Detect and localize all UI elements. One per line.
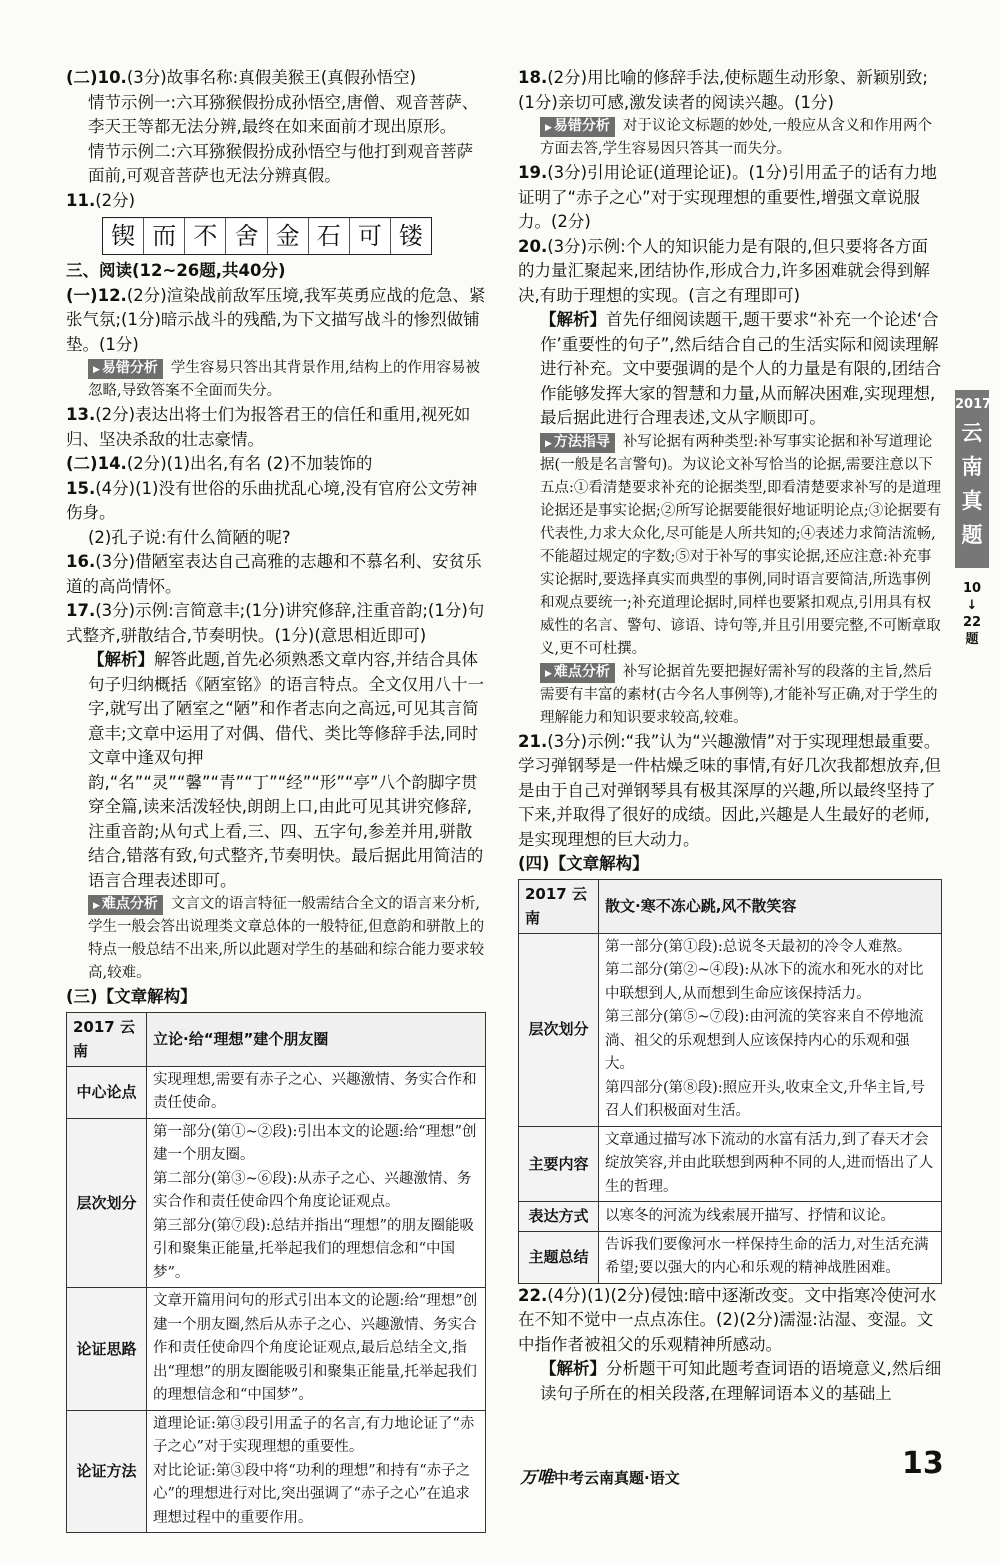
table-row [519, 1231, 942, 1283]
table4-row-label: 表达方式 [519, 1202, 599, 1232]
q14-number: (二)14. [66, 454, 127, 473]
table-row [519, 1126, 942, 1202]
q18-number: 18. [518, 68, 548, 87]
q20-number: 20. [518, 236, 548, 256]
error-analysis-tag: ▶ 易错分析 [88, 359, 163, 379]
table-row [67, 1410, 486, 1533]
q10-example-2: 情节示例二:六耳猕猴假扮成孙悟空与他打到观音菩萨面前,可观音菩萨也无法分辨真假。 [88, 141, 474, 185]
difficulty-analysis-tag: ▶ 难点分析 [88, 895, 163, 915]
q11-char: 而 [144, 218, 185, 254]
table4-row-content: 以寒冬的河流为线索展开描写、抒情和议论。 [599, 1202, 942, 1232]
q18-note-text: 对于议论文标题的妙处,一般应从含义和作用两个方面去答,学生容易因只答其一而失分。 [540, 118, 933, 157]
table4-row-label: 主要内容 [519, 1126, 599, 1202]
table4-title: 散文·寒不冻心跳,风不散笑容 [599, 879, 942, 933]
range-unit: 题 [965, 632, 979, 647]
q17-analysis-text: 解答此题,首先必须熟悉文章内容,并结合具体句子归纳概括《陋室铭》的语言特点。全文仅用八十一字,就写出了陋室之“陋”和作者志向之高远,可见其言简意丰;文章中运用了对偶、借代、类比等修辞手法,同时文章中逢双句押韵,“名”“灵”“馨”“青”“丁”“经”“形”“亭”八个韵脚字贯穿全篇,读来活泼轻快,朗朗上口,由此可见其讲究修辞,注重音韵;从句式上看,三、四、五字句,参差并用,骈散结合,错落有致,句式整齐,节奏明快。最后据此用简洁的语言合理表述即可。 [88, 650, 484, 890]
q22-analysis [518, 1357, 942, 1406]
table4-row-label: 层次划分 [519, 933, 599, 1126]
q19-number: 19. [518, 163, 548, 182]
table-row [519, 933, 942, 1126]
q21-number: 21. [518, 731, 548, 751]
q11-char: 可 [350, 218, 391, 254]
q20-difficulty-note [518, 661, 942, 730]
q12-note [66, 357, 486, 403]
q11-score: (2分) [95, 190, 136, 210]
q17-answer: (3分)示例:言简意丰;(1分)讲究修辞,注重音韵;(1分)句式整齐,骈散结合,节奏明快。(1分)(意思相近即可) [66, 601, 485, 645]
table3-row-content: 实现理想,需要有赤子之心、兴趣激情、务实合作和责任使命。 [147, 1066, 486, 1118]
table4-heading: (四)【文章解构】 [518, 854, 649, 873]
side-tab-char: 云 [961, 421, 983, 445]
page-number: 13 [902, 1446, 944, 1481]
q10-answer: (3分)故事名称:真假美猴王(真假孙悟空) [126, 68, 417, 87]
q22-analysis-text: 分析题干可知此题考查词语的语境意义,然后细读句子所在的相关段落,在理解词语本义的基础上 [540, 1359, 942, 1403]
footer-text: 中考云南真题·语文 [554, 1469, 680, 1487]
q14-answer: (2分)(1)出名,有名 (2)不加装饰的 [126, 454, 373, 473]
table4-row-content: 文章通过描写冰下流动的水富有活力,到了春天才会绽放笑容,并由此联想到两种不同的人,进而悟出了人生的哲理。 [599, 1126, 942, 1202]
q22-number: 22. [518, 1285, 548, 1305]
q11-char: 金 [268, 218, 309, 254]
q17-note-text: 文言文的语言特征一般需结合全文的语言来分析,学生一般会答出说理类文章总体的一般特征,但意韵和骈散上的特点一般总结不出来,所以此题对学生的基础和综合能力要求较高,较难。 [88, 896, 485, 981]
side-tab [955, 390, 992, 568]
q12-number: (一)12. [66, 285, 127, 305]
range-arrow-icon: ↓ [966, 598, 978, 613]
q11-char: 镂 [391, 218, 431, 254]
table4-source: 2017 云南 [519, 879, 599, 933]
table-row [519, 1202, 942, 1232]
q14 [66, 452, 486, 477]
q20-analysis [518, 308, 942, 431]
q12-answer: (2分)渲染战前敌军压境,我军英勇应战的危急、紧张气氛;(1分)暗示战斗的残酷,为下文描写战斗的惨烈做铺垫。(1分) [66, 285, 486, 354]
q20-difficulty-text: 补写论据首先要把握好需补写的段落的主旨,然后需要有丰富的素材(古今名人事例等),才能补写正确,对于学生的理解能力和知识要求较高,较难。 [540, 663, 938, 726]
q11-char: 石 [309, 218, 350, 254]
q10-example-1: 情节示例一:六耳猕猴假扮成孙悟空,唐僧、观音菩萨、李天王等都无法分辨,最终在如来面前才现出原形。 [88, 92, 479, 136]
q17 [66, 599, 486, 648]
table3-title: 立论·给“理想”建个朋友圈 [147, 1012, 486, 1066]
q22 [518, 1284, 942, 1358]
q13 [66, 403, 486, 452]
method-guide-tag: ▶ 方法指导 [540, 433, 615, 453]
side-tab-char: 题 [961, 523, 983, 547]
table3-row-content: 文章开篇用问句的形式引出本文的论题:给“理想”创建一个朋友圈,然后从赤子之心、兴趣激情、务实合作和责任使命四个角度论证观点,最后总结全文,指出“理想”的朋友圈能吸引和聚集正能量,托举起我们的理想信念和“中国梦”。 [147, 1288, 486, 1411]
table4-row-label: 主题总结 [519, 1231, 599, 1283]
table3-row-content: 道理论证:第③段引用孟子的名言,有力地论证了“赤子之心”对于实现理想的重要性。 对比论证:第③段中将“功利的理想”和持有“赤子之心”的理想进行对比,突出强调了“赤子之心”在追求理想过程中的重要作用。 [147, 1410, 486, 1533]
table-row [67, 1066, 486, 1118]
q19-answer: (3分)引用论证(道理论证)。(1分)引用孟子的话有力地证明了“赤子之心”对于实现理想的重要性,增强文章说服力。(2分) [518, 163, 937, 231]
q11-char: 不 [185, 218, 226, 254]
side-tab-year: 2017 [955, 397, 992, 412]
q20-answer: (3分)示例:个人的知识能力是有限的,但只要将各方面的力量汇聚起来,团结协作,形成合力,许多困难就会得到解决,有助于理想的实现。(言之有理即可) [518, 236, 930, 305]
q13-answer: (2分)表达出将士们为报答君王的信任和重用,视死如归、坚决杀敌的壮志豪情。 [66, 405, 471, 449]
q11-char: 锲 [103, 218, 144, 254]
range-end: 22 [962, 615, 982, 630]
table3-row-content: 第一部分(第①~②段):引出本文的论题:给“理想”创建一个朋友圈。 第二部分(第③~⑥段):从赤子之心、兴趣激情、务实合作和责任使命四个角度论证观点。 第三部分(第⑦段):总结并指出“理想”的朋友圈能吸引和聚集正能量,托举起我们的理想信念和“中国梦”。 [147, 1118, 486, 1288]
q11-calligraphy-box [102, 217, 432, 255]
q10-number: (二)10. [66, 68, 127, 87]
left-column [66, 66, 486, 1533]
q18-note [518, 115, 942, 161]
q13-number: 13. [66, 405, 96, 424]
q15-number: 15. [66, 478, 96, 498]
table4-row-content: 告诉我们要像河水一样保持生命的活力,对生活充满希望;要以强大的内心和乐观的精神战胜困难。 [599, 1231, 942, 1283]
q18-answer: (2分)用比喻的修辞手法,使标题生动形象、新颖别致;(1分)亲切可感,激发读者的阅读兴趣。(1分) [518, 68, 928, 112]
table3-row-label: 论证思路 [67, 1288, 147, 1411]
q17-analysis [66, 648, 486, 893]
q20 [518, 235, 942, 309]
table3-row-label: 层次划分 [67, 1118, 147, 1288]
q21-answer: (3分)示例:“我”认为“兴趣激情”对于实现理想最重要。学习弹钢琴是一件枯燥乏味的事情,有好几次我都想放弃,但是由于自己对弹钢琴具有极其深厚的兴趣,所以最终坚持了下来,并取得了很好的成绩。因此,兴趣是人生最好的老师,是实现理想的巨大动力。 [518, 731, 941, 849]
analysis-label: 【解析】 [88, 650, 154, 669]
q20-method-text: 补写论据有两种类型:补写事实论据和补写道理论据(一般是名言警句)。为议论文补写恰当的论据,需要注意以下五点:①看清楚要求补充的论据类型,即看清楚要求补写的是道理论据还是事实论据;②所写论据要能很好地证明论点;③论据要有代表性,力求大众化,尽可能是人所共知的;④表述力求简洁流畅,不能超过规定的字数;⑤对于补写的事实论据,还应注意:补充事实论据时,要选择真实而典型的事例,同时语言要简洁,所选事例和观点要统一;补充道理论据时,同样也要紧扣观点,引用具有权威性的名言、警句、谚语、诗句等,并且引用要完整,不可断章取义,更不可杜撰。 [540, 433, 942, 657]
brand-logo: 万唯 [520, 1468, 554, 1488]
q17-note [66, 893, 486, 985]
analysis-label: 【解析】 [540, 1359, 606, 1378]
analysis-label: 【解析】 [540, 310, 606, 329]
q22-answer: (4分)(1)(2分)侵蚀:暗中逐渐改变。文中指寒冷使河水在不知不觉中一点点冻住。(2)(2分)濡湿:沾湿、变湿。文中指作者被祖父的乐观精神所感动。 [518, 1285, 937, 1354]
q19 [518, 161, 942, 235]
q20-analysis-text: 首先仔细阅读题干,题干要求“补充一个论述‘合作’重要性的句子”,然后结合自己的生活实际和阅读理解进行补充。文中要强调的是个人的力量是有限的,团结合作能够发挥大家的智慧和力量,从而解决困难,实现理想,最后据此进行合理表述,文从字顺即可。 [540, 310, 942, 427]
q16-number: 16. [66, 552, 96, 571]
table-row [67, 1118, 486, 1288]
table4-row-content: 第一部分(第①段):总说冬天最初的冷令人难熬。 第二部分(第②~④段):从冰下的流水和死水的对比中联想到人,从而想到生命应该保持活力。 第三部分(第⑤~⑦段):由河流的笑容来自不停地流淌、祖父的乐观想到人应该保持内心的乐观和强大。 第四部分(第⑧段):照应开头,收束全文,升华主旨,号召人们积极面对生活。 [599, 933, 942, 1126]
side-tab-char: 南 [961, 455, 983, 479]
page-footer [520, 1466, 680, 1491]
q10 [66, 66, 486, 91]
q16 [66, 550, 486, 599]
article-structure-table-3 [66, 1012, 486, 1534]
q16-answer: (3分)借陋室表达自己高雅的志趣和不慕名利、安贫乐道的高尚情怀。 [66, 552, 482, 596]
q11 [66, 189, 486, 214]
right-column [518, 66, 942, 1406]
range-start: 10 [962, 581, 982, 596]
article-structure-table-4 [518, 879, 942, 1284]
section-3-heading: 三、阅读(12~26题,共40分) [66, 261, 286, 280]
question-range [955, 580, 989, 648]
q15-answer: (4分)(1)没有世俗的乐曲扰乱心境,没有官府公文劳神伤身。 [66, 478, 478, 522]
q17-number: 17. [66, 601, 96, 620]
q18 [518, 66, 942, 115]
error-analysis-tag: ▶ 易错分析 [540, 117, 615, 137]
table-row [67, 1288, 486, 1411]
table3-source: 2017 云南 [67, 1012, 147, 1066]
q11-char: 舍 [226, 218, 267, 254]
side-tab-char: 真 [961, 489, 983, 513]
q21 [518, 730, 942, 853]
q11-number: 11. [66, 190, 96, 210]
q15-answer-2: (2)孔子说:有什么简陋的呢? [88, 527, 291, 547]
q12 [66, 284, 486, 358]
q12-note-text: 学生容易只答出其背景作用,结构上的作用容易被忽略,导致答案不全面而失分。 [88, 360, 481, 399]
q20-method-note [518, 431, 942, 661]
difficulty-analysis-tag: ▶ 难点分析 [540, 663, 615, 683]
table3-heading: (三)【文章解构】 [66, 987, 197, 1006]
table3-row-label: 论证方法 [67, 1410, 147, 1533]
q15 [66, 477, 486, 526]
table3-row-label: 中心论点 [67, 1066, 147, 1118]
